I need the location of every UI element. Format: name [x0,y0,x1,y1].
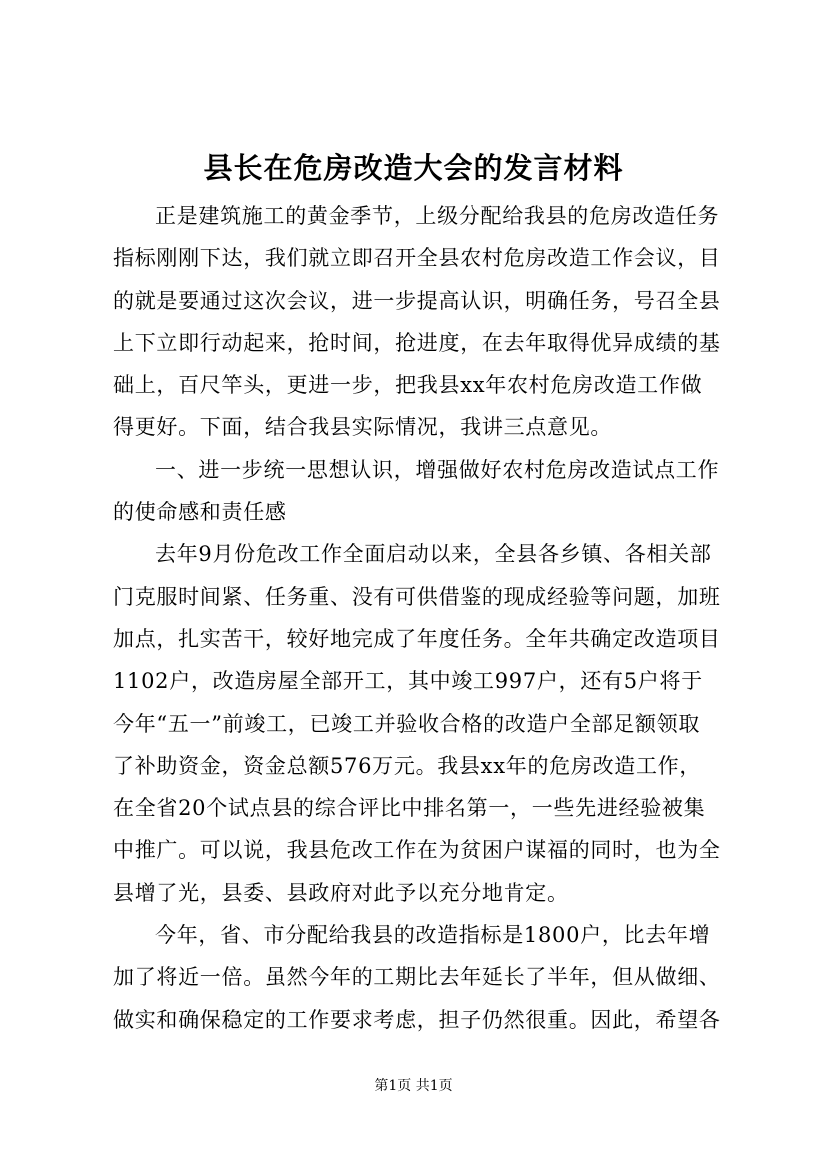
page-footer: 第1页 共1页 [374,1078,453,1094]
text-line: 上下立即行动起来，抢时间，抢进度，在去年取得优异成绩的基 [113,330,721,355]
document-body [113,195,723,1041]
text-line: 正是建筑施工的黄金季节，上级分配给我县的危房改造任务 [155,204,720,228]
document-title: 县长在危房改造大会的发言材料 [203,151,624,185]
section-heading-line: 的使命感和责任感 [113,500,287,525]
text-line: 县增了光，县委、县政府对此予以充分地肯定。 [113,880,569,905]
text-line: 今年“五一”前竣工，已竣工并验收合格的改造户全部足额领取 [113,711,701,736]
text-line: 的就是要通过这次会议，进一步提高认识，明确任务，号召全县 [113,288,721,313]
text-line: 门克服时间紧、任务重、没有可供借鉴的现成经验等问题，加班 [113,584,721,609]
text-line: 1102户，改造房屋全部开工，其中竣工997户，还有5户将于 [113,669,703,694]
text-line: 中推广。可以说，我县危改工作在为贫困户谋福的同时，也为全 [113,838,721,863]
text-line: 得更好。下面，结合我县实际情况，我讲三点意见。 [113,415,613,440]
text-line: 今年，省、市分配给我县的改造指标是1800户，比去年增 [155,923,711,948]
text-line: 指标刚刚下达，我们就立即召开全县农村危房改造工作会议，目 [113,246,721,271]
text-line: 去年9月份危改工作全面启动以来，全县各乡镇、各相关部 [155,542,712,567]
section-heading-line: 一、进一步统一思想认识，增强做好农村危房改造试点工作 [155,457,720,482]
text-line: 了补助资金，资金总额576万元。我县xx年的危房改造工作， [113,753,702,778]
text-line: 础上，百尺竿头，更进一步，把我县xx年农村危房改造工作做 [113,373,703,398]
text-line: 加了将近一倍。虽然今年的工期比去年延长了半年，但从做细、 [113,965,721,990]
text-line: 做实和确保稳定的工作要求考虑，担子仍然很重。因此，希望各 [113,1007,721,1032]
text-line: 在全省20个试点县的综合评比中排名第一，一些先进经验被集 [113,796,706,821]
text-line: 加点，扎实苦干，较好地完成了年度任务。全年共确定改造项目 [113,626,721,651]
